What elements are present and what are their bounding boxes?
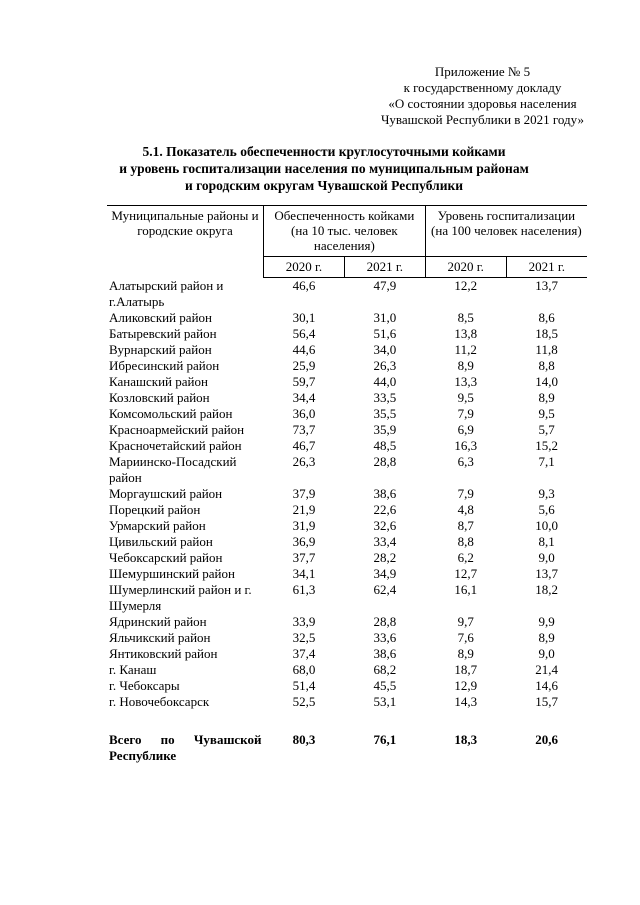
row-value: 8,9 [457,645,474,661]
table-row [107,646,587,662]
table-row [107,374,587,390]
row-value: 31,0 [373,309,397,325]
row-value: 35,5 [373,405,397,421]
row-label: Красноармейский район [109,421,245,437]
table-row [107,582,587,614]
row-value: 56,4 [292,325,316,341]
row-label: г. Чебоксары [109,677,180,693]
table-row [107,342,587,358]
row-value: 37,9 [292,485,316,501]
row-value: 16,1 [454,581,478,597]
row-value: 12,7 [454,565,478,581]
table-body [107,278,587,710]
row-value: 26,3 [373,357,397,373]
row-value: 34,9 [373,565,397,581]
row-label: Моргаушский район [109,485,223,501]
row-label: Алатырский район и г.Алатырь [109,277,224,309]
row-value: 9,3 [538,485,555,501]
table-row [107,550,587,566]
table-title [96,143,552,194]
row-value: 28,8 [373,613,397,629]
row-value: 34,0 [373,341,397,357]
row-value: 6,9 [457,421,474,437]
row-value: 52,5 [292,693,316,709]
row-label: г. Канаш [109,661,157,677]
row-value: 9,0 [538,549,555,565]
total-value: 20,6 [535,731,558,747]
row-value: 9,0 [538,645,555,661]
table-row [107,390,587,406]
table-row [107,502,587,518]
row-value: 61,3 [292,581,316,597]
total-label-line: Всего по Чувашской [109,731,262,747]
row-value: 18,2 [535,581,558,597]
row-label: Янтиковский район [109,645,218,661]
row-value: 6,3 [457,453,474,469]
row-value: 28,8 [373,453,397,469]
row-value: 26,3 [292,453,316,469]
table-row [107,518,587,534]
row-value: 16,3 [454,437,478,453]
row-value: 51,4 [292,677,316,693]
row-value: 44,6 [292,341,316,357]
row-value: 30,1 [292,309,316,325]
row-value: 33,6 [373,629,397,645]
table-row [107,454,587,486]
row-value: 5,7 [538,421,555,437]
row-value: 62,4 [373,581,397,597]
row-label: Комсомольский район [109,405,233,421]
row-value: 8,9 [538,389,555,405]
table-row [107,630,587,646]
row-value: 12,9 [454,677,478,693]
appendix-line: Чувашской Республики в 2021 году» [380,112,584,127]
row-value: 8,8 [538,357,555,373]
row-value: 46,7 [292,437,316,453]
title-line: 5.1. Показатель обеспеченности круглосуточными койками [142,144,506,159]
row-label: Чебоксарский район [109,549,223,565]
row-label: Яльчикский район [109,629,211,645]
row-value: 46,6 [292,278,316,293]
table-row [107,662,587,678]
row-value: 59,7 [292,373,316,389]
column-header-name: Муниципальные районы и городские округа [107,206,264,278]
row-value: 18,5 [535,325,558,341]
row-value: 33,9 [292,613,316,629]
row-label: Шумерлинский район и г. Шумерля [109,581,252,613]
row-value: 73,7 [292,421,316,437]
row-value: 12,2 [454,278,478,293]
row-label: Красночетайский район [109,437,242,453]
row-value: 68,2 [373,661,397,677]
row-value: 8,9 [457,357,474,373]
title-line: и городским округам Чувашской Республики [184,178,464,193]
row-value: 8,7 [457,517,474,533]
table-row [107,678,587,694]
row-value: 34,4 [292,389,316,405]
row-label: Канашский район [109,373,208,389]
row-value: 7,9 [457,405,474,421]
row-value: 33,4 [373,533,397,549]
total-value: 76,1 [373,731,397,747]
total-value: 80,3 [292,731,316,747]
row-label: Порецкий район [109,501,201,517]
row-value: 10,0 [535,517,558,533]
row-label: Мариинско-Посадский район [109,453,237,485]
row-value: 51,6 [373,325,397,341]
row-value: 5,6 [538,501,555,517]
title-line: и уровень госпитализации населения по муниципальным районам [119,161,529,176]
row-value: 35,9 [373,421,397,437]
row-value: 32,5 [292,629,316,645]
row-value: 8,1 [538,533,555,549]
row-value: 14,3 [454,693,478,709]
row-value: 7,6 [457,629,474,645]
row-value: 53,1 [373,693,397,709]
row-value: 8,6 [538,309,555,325]
row-value: 34,1 [292,565,316,581]
row-value: 15,7 [535,693,558,709]
row-value: 47,9 [373,278,397,293]
table-row [107,310,587,326]
row-value: 68,0 [292,661,316,677]
table-row [107,694,587,710]
column-header-beds: Обеспеченность койками (на 10 тыс. человек населения) [264,206,426,257]
row-value: 36,9 [292,533,316,549]
row-value: 45,5 [373,677,397,693]
year-header: 2021 г. [344,257,425,278]
row-label: Аликовский район [109,309,212,325]
row-value: 31,9 [292,517,316,533]
row-value: 21,9 [292,501,316,517]
table-row [107,422,587,438]
total-row [107,710,587,764]
appendix-block [381,64,584,128]
year-header: 2021 г. [506,257,587,278]
row-value: 9,5 [457,389,474,405]
appendix-line: «О состоянии здоровья населения [388,96,577,111]
row-value: 28,2 [373,549,397,565]
row-value: 14,6 [535,677,558,693]
data-table [107,205,587,764]
row-value: 6,2 [457,549,474,565]
table-row [107,566,587,582]
row-value: 21,4 [535,661,558,677]
table-row [107,534,587,550]
total-label-line: Республике [109,747,177,763]
row-label: Вурнарский район [109,341,212,357]
row-label: г. Новочебоксарск [109,693,210,709]
row-value: 8,8 [457,533,474,549]
row-value: 15,2 [535,437,558,453]
row-value: 48,5 [373,437,397,453]
row-value: 9,7 [457,613,474,629]
row-value: 14,0 [535,373,558,389]
row-label: Шемуршинский район [109,565,235,581]
appendix-line: Приложение № 5 [434,64,531,79]
row-value: 13,8 [454,325,478,341]
row-value: 9,5 [538,405,555,421]
total-value: 18,3 [454,731,478,747]
row-label: Батыревский район [109,325,217,341]
row-value: 11,8 [535,341,558,357]
column-header-hospitalization: Уровень госпитализации (на 100 человек населения) [425,206,587,257]
row-value: 32,6 [373,517,397,533]
row-value: 8,9 [538,629,555,645]
row-value: 13,7 [535,565,558,581]
row-label: Цивильский район [109,533,213,549]
row-value: 22,6 [373,501,397,517]
row-value: 11,2 [454,341,477,357]
row-value: 13,3 [454,373,478,389]
row-value: 38,6 [373,485,397,501]
row-value: 25,9 [292,357,316,373]
row-value: 7,9 [457,485,474,501]
row-value: 38,6 [373,645,397,661]
table-row [107,438,587,454]
row-value: 33,5 [373,389,397,405]
row-label: Ибресинский район [109,357,220,373]
table-row [107,406,587,422]
row-label: Ядринский район [109,613,207,629]
row-value: 44,0 [373,373,397,389]
row-value: 37,4 [292,645,316,661]
table-row [107,358,587,374]
row-label: Козловский район [109,389,210,405]
year-header: 2020 г. [264,257,345,278]
year-header: 2020 г. [425,257,506,278]
row-value: 37,7 [292,549,316,565]
row-value: 7,1 [538,453,555,469]
row-value: 13,7 [535,278,558,293]
total-label [107,710,264,764]
appendix-line: к государственному докладу [403,80,562,95]
row-value: 36,0 [292,405,316,421]
row-value: 4,8 [457,501,474,517]
row-value: 18,7 [454,661,478,677]
table-row [107,278,587,310]
table-row [107,326,587,342]
row-value: 8,5 [457,309,474,325]
row-label: Урмарский район [109,517,206,533]
table-row [107,486,587,502]
table-row [107,614,587,630]
row-value: 9,9 [538,613,555,629]
